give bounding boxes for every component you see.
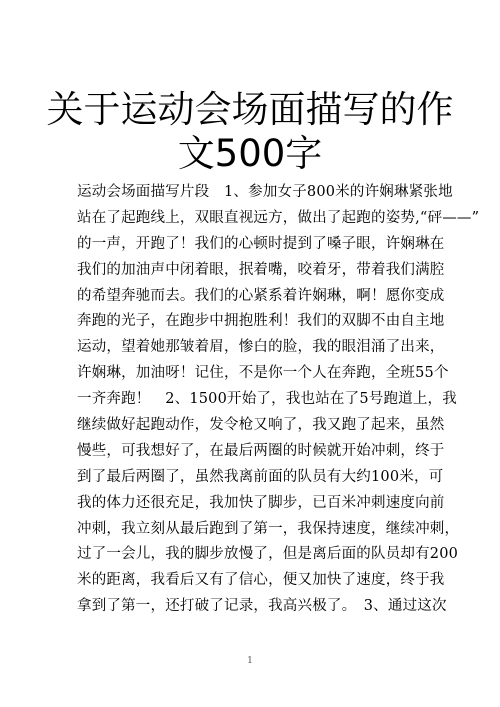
text-line: 奔跑的光子，在跑步中拥抱胜利！我们的双脚不由自主地 <box>77 313 445 330</box>
text-line: 我的体力还很充足，我加快了脚步，已百米冲刺速度向前 <box>77 494 445 511</box>
text-line: 我们的加油声中闭着眼，抿着嘴，咬着牙，带着我们满腔 <box>77 261 445 278</box>
body-text <box>77 180 480 620</box>
text-line: 的一声，开跑了！我们的心顿时提到了嗓子眼，许娴琳在 <box>77 235 445 252</box>
text-line: 运动会场面描写片段 1、参加女子800米的许娴琳紧张地 <box>77 184 453 200</box>
text-line: 继续做好起跑动作，发令枪又响了，我又跑了起来，虽然 <box>77 417 445 434</box>
text-line: 到了最后两圈了，虽然我离前面的队员有大约100米，可 <box>77 468 444 485</box>
text-line: 一齐奔跑！ 2、1500开始了，我也站在了5号跑道上，我 <box>77 391 457 408</box>
text-line: 站在了起跑线上，双眼直视远方，做出了起跑的姿势,“砰——” <box>77 209 480 226</box>
text-line: 过了一会儿，我的脚步放慢了，但是离后面的队员却有200 <box>77 546 459 563</box>
text-line: 拿到了第一，还打破了记录，我高兴极了。 3、通过这次 <box>77 598 447 615</box>
title-line-2: 文500字 <box>177 132 323 175</box>
text-line: 慢些，可我想好了，在最后两圈的时候就开始冲刺，终于 <box>77 442 445 459</box>
text-line: 许娴琳，加油呀！记住，不是你一个人在奔跑，全班55个 <box>77 365 449 382</box>
text-line: 运动，望着她那皱着眉，惨白的脸，我的眼泪涌了出来， <box>77 339 445 356</box>
text-line: 米的距离，我看后又有了信心，便又加快了速度，终于我 <box>77 572 445 589</box>
text-line: 冲刺，我立刻从最后跑到了第一，我保持速度，继续冲刺， <box>77 520 460 537</box>
text-line: 的希望奔驰而去。我们的心紧系着许娴琳，啊！愿你变成 <box>77 287 445 304</box>
page-number: 1 <box>247 656 253 666</box>
title-line-1: 关于运动会场面描写的作 <box>46 88 454 131</box>
